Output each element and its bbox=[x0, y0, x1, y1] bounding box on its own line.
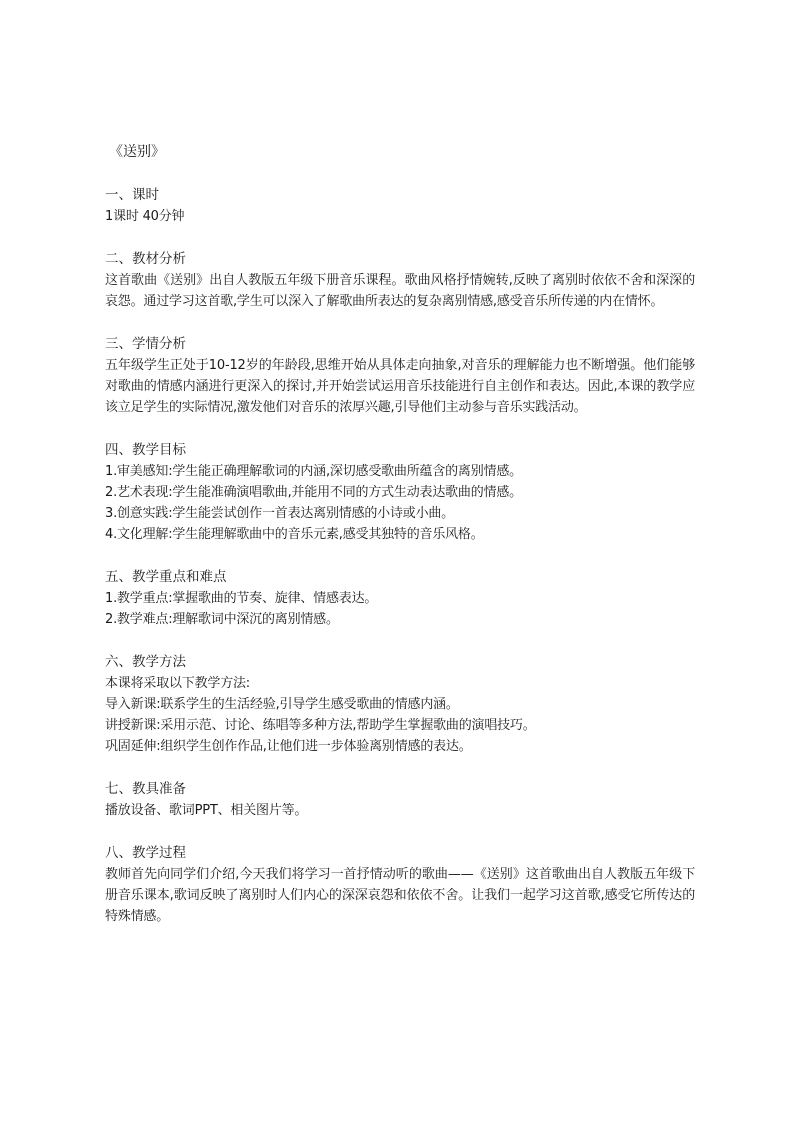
section-heading: 六、教学方法 bbox=[105, 654, 186, 670]
section-paragraph: 这首歌曲《送别》出自人教版五年级下册音乐课程。歌曲风格抒情婉转,反映了离别时依依不舍和深深的哀怨。通过学习这首歌,学生可以深入了解歌曲所表达的复杂离别情感,感受音乐所传递的内在情怀。 bbox=[105, 273, 695, 309]
goal-item: 4.文化理解:学生能理解歌曲中的音乐元素,感受其独特的音乐风格。 bbox=[105, 527, 484, 542]
section-class-hours bbox=[105, 185, 695, 227]
section-teaching-methods bbox=[105, 652, 695, 757]
section-student-analysis bbox=[105, 334, 695, 418]
method-item: 巩固延伸:组织学生创作作品,让他们进一步体验离别情感的表达。 bbox=[105, 739, 472, 754]
method-item: 讲授新课:采用示范、讨论、练唱等多种方法,帮助学生掌握歌曲的演唱技巧。 bbox=[105, 718, 536, 733]
document-title: 《送别》 bbox=[109, 144, 165, 160]
method-item: 导入新课:联系学生的生活经验,引导学生感受歌曲的情感内涵。 bbox=[105, 697, 459, 712]
section-heading: 八、教学过程 bbox=[105, 845, 186, 861]
section-teaching-process bbox=[105, 843, 695, 927]
goal-item: 2.艺术表现:学生能准确演唱歌曲,并能用不同的方式生动表达歌曲的情感。 bbox=[105, 485, 522, 500]
section-paragraph: 五年级学生正处于10-12岁的年龄段,思维开始从具体走向抽象,对音乐的理解能力也不断增强。他们能够对歌曲的情感内涵进行更深入的探讨,并开始尝试运用音乐技能进行自主创作和表达。因此,本课的教学应该立足学生的实际情况,激发他们对音乐的浓厚兴趣,引导他们主动参与音乐实践活动。 bbox=[105, 358, 695, 415]
section-heading: 七、教具准备 bbox=[105, 781, 186, 797]
method-item: 本课将采取以下教学方法: bbox=[105, 676, 250, 691]
section-line: 播放设备、歌词PPT、相关图片等。 bbox=[105, 803, 308, 818]
goal-item: 1.审美感知:学生能正确理解歌词的内涵,深切感受歌曲所蕴含的离别情感。 bbox=[105, 464, 522, 479]
section-heading: 一、课时 bbox=[105, 187, 159, 203]
section-heading: 四、教学目标 bbox=[105, 442, 186, 458]
section-line: 1课时 40分钟 bbox=[105, 209, 185, 224]
section-teaching-goals bbox=[105, 440, 695, 545]
key-point-item: 1.教学重点:掌握歌曲的节奏、旋律、情感表达。 bbox=[105, 591, 378, 606]
section-material-analysis bbox=[105, 249, 695, 312]
goal-item: 3.创意实践:学生能尝试创作一首表达离别情感的小诗或小曲。 bbox=[105, 506, 454, 521]
key-point-item: 2.教学难点:理解歌词中深沉的离别情感。 bbox=[105, 612, 339, 627]
section-key-points bbox=[105, 567, 695, 630]
section-heading: 五、教学重点和难点 bbox=[105, 569, 227, 585]
document-page bbox=[105, 141, 695, 949]
section-heading: 二、教材分析 bbox=[105, 251, 186, 267]
section-paragraph: 教师首先向同学们介绍,今天我们将学习一首抒情动听的歌曲——《送别》这首歌曲出自人教版五年级下册音乐课本,歌词反映了离别时人们内心的深深哀怨和依依不舍。让我们一起学习这首歌,感受它所传达的特殊情感。 bbox=[105, 867, 695, 924]
section-heading: 三、学情分析 bbox=[105, 336, 186, 352]
section-teaching-aids bbox=[105, 779, 695, 821]
